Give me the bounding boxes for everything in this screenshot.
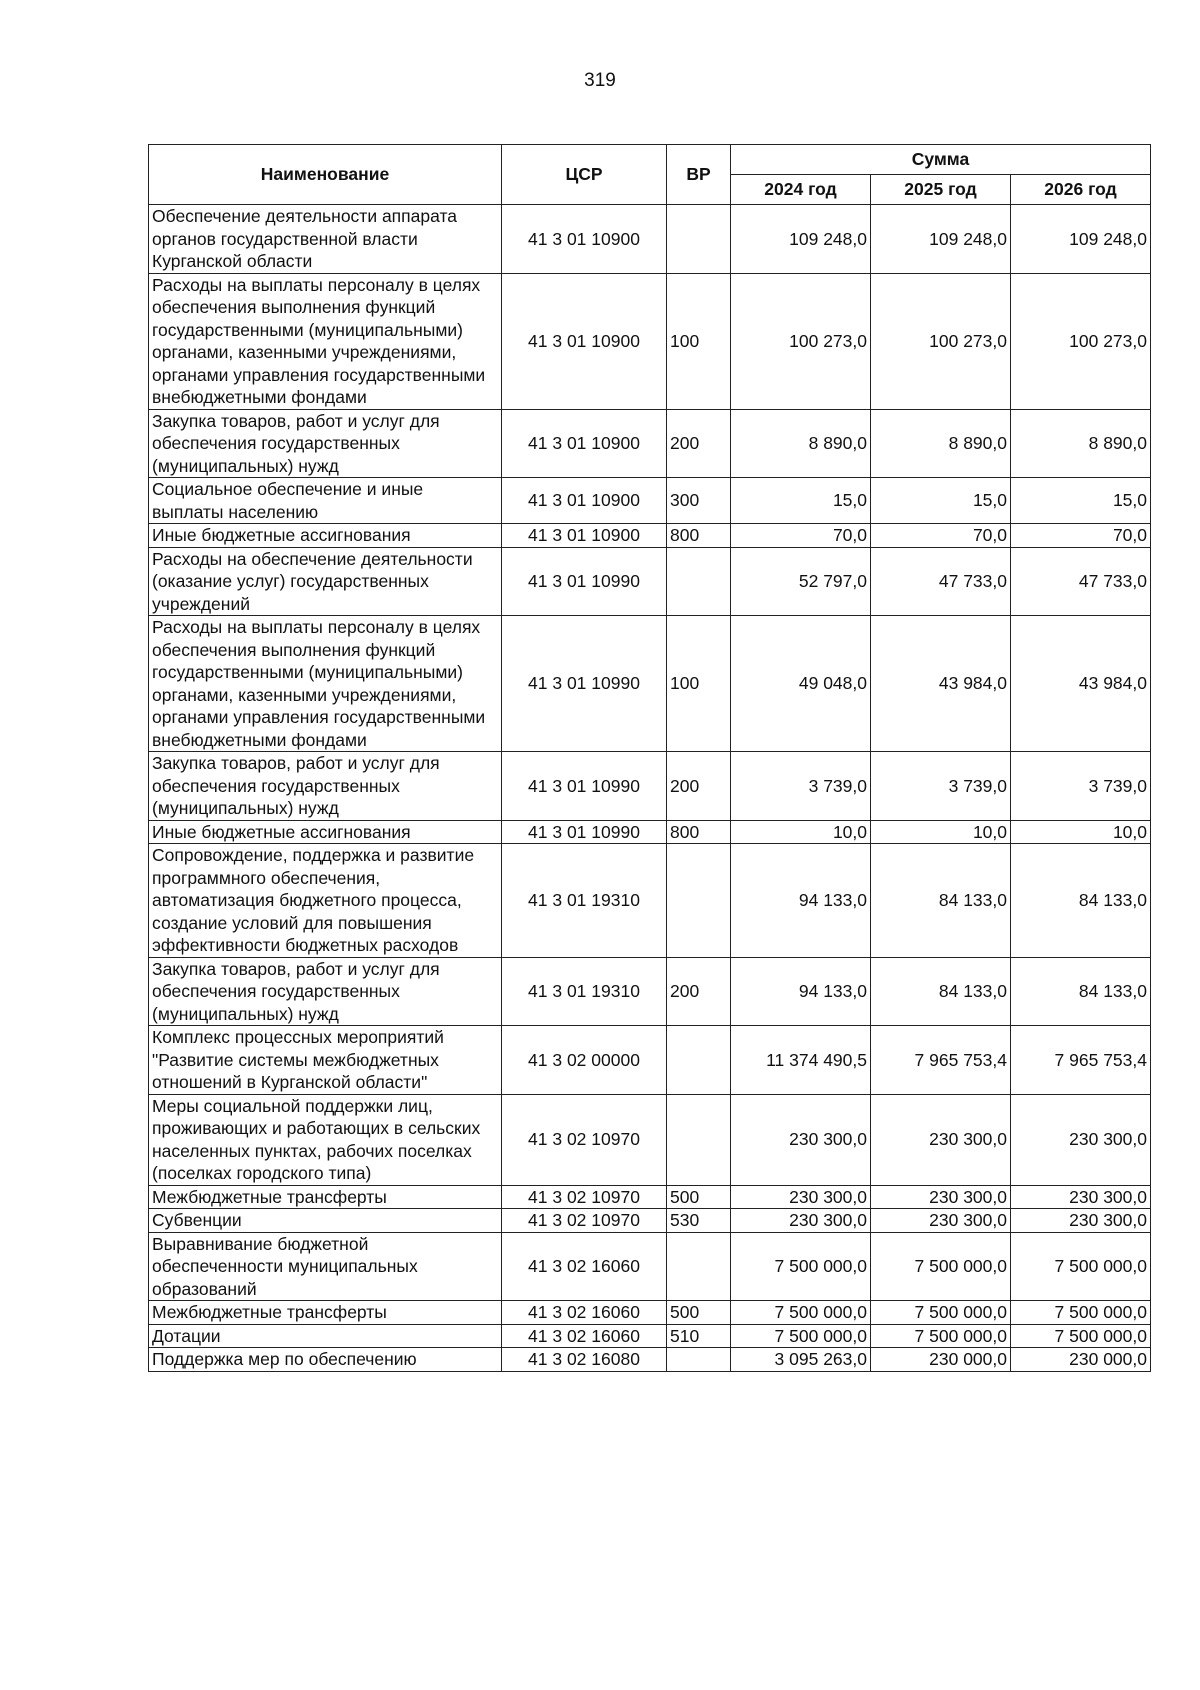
table-row bbox=[149, 1301, 1151, 1325]
cell-y2026: 3 739,0 bbox=[1011, 752, 1151, 821]
cell-y2026: 7 500 000,0 bbox=[1011, 1232, 1151, 1301]
cell-y2026: 84 133,0 bbox=[1011, 957, 1151, 1026]
header-vr: ВР bbox=[667, 145, 731, 205]
cell-y2025: 7 965 753,4 bbox=[871, 1026, 1011, 1095]
cell-name: Комплекс процессных мероприятий "Развитие системы межбюджетных отношений в Курганской области" bbox=[149, 1026, 502, 1095]
cell-y2026: 230 300,0 bbox=[1011, 1185, 1151, 1209]
cell-csr: 41 3 01 10900 bbox=[502, 205, 667, 274]
cell-name: Межбюджетные трансферты bbox=[149, 1301, 502, 1325]
table-row bbox=[149, 844, 1151, 958]
cell-y2026: 230 300,0 bbox=[1011, 1209, 1151, 1233]
cell-y2026: 70,0 bbox=[1011, 524, 1151, 548]
table-row bbox=[149, 1232, 1151, 1301]
cell-csr: 41 3 01 10990 bbox=[502, 752, 667, 821]
cell-y2024: 52 797,0 bbox=[731, 547, 871, 616]
cell-vr: 500 bbox=[667, 1185, 731, 1209]
cell-csr: 41 3 01 19310 bbox=[502, 844, 667, 958]
cell-vr: 800 bbox=[667, 524, 731, 548]
cell-vr bbox=[667, 844, 731, 958]
cell-y2025: 109 248,0 bbox=[871, 205, 1011, 274]
page-number: 319 bbox=[584, 70, 616, 91]
table-body bbox=[149, 205, 1151, 1372]
cell-csr: 41 3 01 10900 bbox=[502, 478, 667, 524]
cell-y2026: 109 248,0 bbox=[1011, 205, 1151, 274]
cell-name: Расходы на выплаты персоналу в целях обеспечения выполнения функций государственными (муниципальными) органами, казенными учреждениями, органами управления государственными внебюджетными фондами bbox=[149, 273, 502, 409]
cell-y2025: 230 300,0 bbox=[871, 1185, 1011, 1209]
cell-name: Обеспечение деятельности аппарата органов государственной власти Курганской области bbox=[149, 205, 502, 274]
cell-y2026: 43 984,0 bbox=[1011, 616, 1151, 752]
cell-y2024: 3 095 263,0 bbox=[731, 1348, 871, 1372]
cell-y2026: 7 965 753,4 bbox=[1011, 1026, 1151, 1095]
header-sum: Сумма bbox=[731, 145, 1151, 175]
cell-name: Меры социальной поддержки лиц, проживающих и работающих в сельских населенных пунктах, рабочих поселках (поселках городского типа) bbox=[149, 1094, 502, 1185]
cell-name: Социальное обеспечение и иные выплаты населению bbox=[149, 478, 502, 524]
cell-vr: 200 bbox=[667, 752, 731, 821]
cell-vr bbox=[667, 1348, 731, 1372]
table-row bbox=[149, 752, 1151, 821]
cell-name: Выравнивание бюджетной обеспеченности муниципальных образований bbox=[149, 1232, 502, 1301]
cell-vr bbox=[667, 547, 731, 616]
cell-y2024: 11 374 490,5 bbox=[731, 1026, 871, 1095]
cell-y2025: 84 133,0 bbox=[871, 844, 1011, 958]
cell-y2025: 230 000,0 bbox=[871, 1348, 1011, 1372]
cell-y2024: 49 048,0 bbox=[731, 616, 871, 752]
cell-y2025: 3 739,0 bbox=[871, 752, 1011, 821]
cell-vr: 100 bbox=[667, 616, 731, 752]
header-name: Наименование bbox=[149, 145, 502, 205]
cell-y2025: 100 273,0 bbox=[871, 273, 1011, 409]
table-row bbox=[149, 1094, 1151, 1185]
cell-y2026: 47 733,0 bbox=[1011, 547, 1151, 616]
cell-vr: 500 bbox=[667, 1301, 731, 1325]
cell-csr: 41 3 01 19310 bbox=[502, 957, 667, 1026]
cell-y2026: 7 500 000,0 bbox=[1011, 1301, 1151, 1325]
cell-y2026: 84 133,0 bbox=[1011, 844, 1151, 958]
cell-y2025: 43 984,0 bbox=[871, 616, 1011, 752]
cell-y2025: 230 300,0 bbox=[871, 1094, 1011, 1185]
cell-vr bbox=[667, 205, 731, 274]
cell-name: Субвенции bbox=[149, 1209, 502, 1233]
cell-y2025: 7 500 000,0 bbox=[871, 1301, 1011, 1325]
header-year-2024: 2024 год bbox=[731, 175, 871, 205]
header-year-2025: 2025 год bbox=[871, 175, 1011, 205]
cell-name: Иные бюджетные ассигнования bbox=[149, 524, 502, 548]
cell-y2024: 8 890,0 bbox=[731, 409, 871, 478]
table-row bbox=[149, 1348, 1151, 1372]
table-row bbox=[149, 957, 1151, 1026]
cell-y2024: 109 248,0 bbox=[731, 205, 871, 274]
table-row bbox=[149, 478, 1151, 524]
cell-y2025: 8 890,0 bbox=[871, 409, 1011, 478]
table-row bbox=[149, 616, 1151, 752]
cell-y2024: 7 500 000,0 bbox=[731, 1301, 871, 1325]
cell-name: Межбюджетные трансферты bbox=[149, 1185, 502, 1209]
cell-csr: 41 3 01 10990 bbox=[502, 820, 667, 844]
cell-csr: 41 3 02 16080 bbox=[502, 1348, 667, 1372]
budget-table bbox=[148, 144, 1151, 1372]
cell-vr bbox=[667, 1026, 731, 1095]
cell-name: Дотации bbox=[149, 1324, 502, 1348]
cell-csr: 41 3 01 10990 bbox=[502, 547, 667, 616]
cell-vr: 100 bbox=[667, 273, 731, 409]
cell-csr: 41 3 01 10900 bbox=[502, 409, 667, 478]
table-row bbox=[149, 409, 1151, 478]
cell-y2024: 7 500 000,0 bbox=[731, 1232, 871, 1301]
table-row bbox=[149, 1209, 1151, 1233]
cell-vr: 200 bbox=[667, 409, 731, 478]
table-row bbox=[149, 820, 1151, 844]
cell-y2025: 7 500 000,0 bbox=[871, 1232, 1011, 1301]
cell-vr: 510 bbox=[667, 1324, 731, 1348]
cell-y2025: 10,0 bbox=[871, 820, 1011, 844]
table-row bbox=[149, 205, 1151, 274]
cell-y2024: 230 300,0 bbox=[731, 1209, 871, 1233]
cell-y2024: 70,0 bbox=[731, 524, 871, 548]
cell-name: Сопровождение, поддержка и развитие программного обеспечения, автоматизация бюджетного процесса, создание условий для повышения эффективности бюджетных расходов bbox=[149, 844, 502, 958]
cell-y2024: 230 300,0 bbox=[731, 1185, 871, 1209]
cell-csr: 41 3 02 10970 bbox=[502, 1094, 667, 1185]
header-row bbox=[149, 145, 1151, 175]
cell-vr bbox=[667, 1094, 731, 1185]
cell-name: Поддержка мер по обеспечению bbox=[149, 1348, 502, 1372]
cell-y2026: 100 273,0 bbox=[1011, 273, 1151, 409]
cell-y2024: 7 500 000,0 bbox=[731, 1324, 871, 1348]
table-row bbox=[149, 273, 1151, 409]
cell-y2026: 230 300,0 bbox=[1011, 1094, 1151, 1185]
cell-y2026: 7 500 000,0 bbox=[1011, 1324, 1151, 1348]
cell-name: Закупка товаров, работ и услуг для обеспечения государственных (муниципальных) нужд bbox=[149, 957, 502, 1026]
cell-y2025: 15,0 bbox=[871, 478, 1011, 524]
cell-csr: 41 3 02 16060 bbox=[502, 1301, 667, 1325]
cell-vr: 530 bbox=[667, 1209, 731, 1233]
cell-y2026: 15,0 bbox=[1011, 478, 1151, 524]
cell-csr: 41 3 01 10990 bbox=[502, 616, 667, 752]
cell-name: Расходы на выплаты персоналу в целях обеспечения выполнения функций государственными (муниципальными) органами, казенными учреждениями, органами управления государственными внебюджетными фондами bbox=[149, 616, 502, 752]
cell-vr: 300 bbox=[667, 478, 731, 524]
cell-csr: 41 3 02 00000 bbox=[502, 1026, 667, 1095]
cell-y2025: 47 733,0 bbox=[871, 547, 1011, 616]
cell-name: Иные бюджетные ассигнования bbox=[149, 820, 502, 844]
header-year-2026: 2026 год bbox=[1011, 175, 1151, 205]
header-csr: ЦСР bbox=[502, 145, 667, 205]
cell-y2026: 10,0 bbox=[1011, 820, 1151, 844]
table-row bbox=[149, 547, 1151, 616]
table-row bbox=[149, 1026, 1151, 1095]
cell-vr bbox=[667, 1232, 731, 1301]
cell-y2026: 8 890,0 bbox=[1011, 409, 1151, 478]
cell-y2024: 100 273,0 bbox=[731, 273, 871, 409]
cell-name: Закупка товаров, работ и услуг для обеспечения государственных (муниципальных) нужд bbox=[149, 752, 502, 821]
cell-vr: 800 bbox=[667, 820, 731, 844]
cell-y2025: 70,0 bbox=[871, 524, 1011, 548]
cell-y2024: 15,0 bbox=[731, 478, 871, 524]
cell-y2025: 84 133,0 bbox=[871, 957, 1011, 1026]
cell-y2026: 230 000,0 bbox=[1011, 1348, 1151, 1372]
table-row bbox=[149, 524, 1151, 548]
cell-csr: 41 3 01 10900 bbox=[502, 524, 667, 548]
cell-y2025: 7 500 000,0 bbox=[871, 1324, 1011, 1348]
cell-csr: 41 3 01 10900 bbox=[502, 273, 667, 409]
cell-name: Расходы на обеспечение деятельности (оказание услуг) государственных учреждений bbox=[149, 547, 502, 616]
cell-csr: 41 3 02 16060 bbox=[502, 1232, 667, 1301]
cell-y2025: 230 300,0 bbox=[871, 1209, 1011, 1233]
cell-y2024: 94 133,0 bbox=[731, 957, 871, 1026]
table-row bbox=[149, 1185, 1151, 1209]
cell-csr: 41 3 02 10970 bbox=[502, 1209, 667, 1233]
cell-csr: 41 3 02 10970 bbox=[502, 1185, 667, 1209]
cell-y2024: 10,0 bbox=[731, 820, 871, 844]
cell-y2024: 94 133,0 bbox=[731, 844, 871, 958]
cell-y2024: 3 739,0 bbox=[731, 752, 871, 821]
cell-csr: 41 3 02 16060 bbox=[502, 1324, 667, 1348]
cell-name: Закупка товаров, работ и услуг для обеспечения государственных (муниципальных) нужд bbox=[149, 409, 502, 478]
cell-y2024: 230 300,0 bbox=[731, 1094, 871, 1185]
cell-vr: 200 bbox=[667, 957, 731, 1026]
table-row bbox=[149, 1324, 1151, 1348]
